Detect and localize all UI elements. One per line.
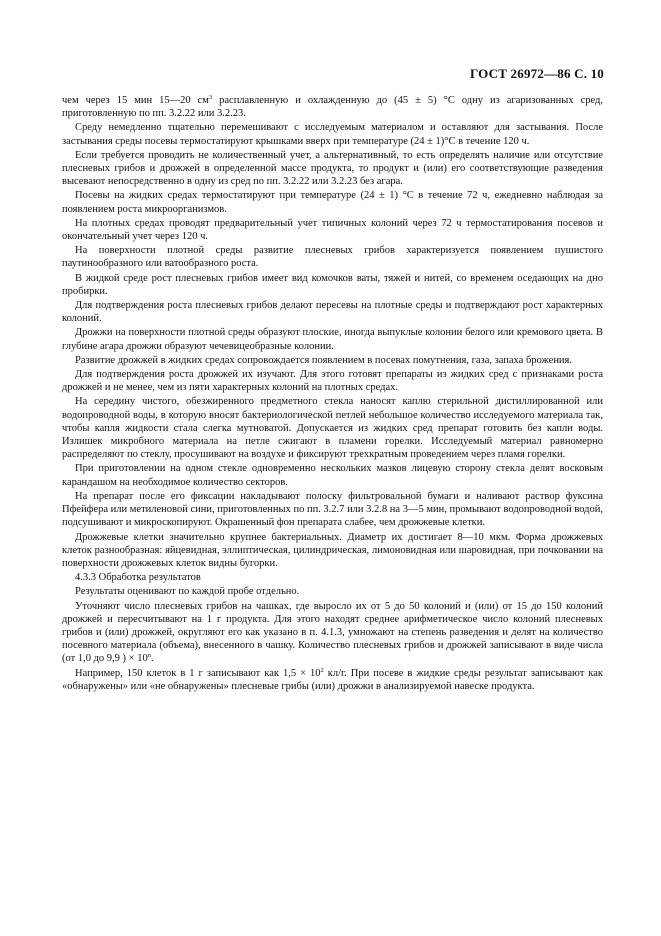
paragraph: На плотных средах проводят предварительный учет типичных колоний через 72 ч термостатирования посевов и окончательный учет через 120 ч. — [62, 217, 603, 243]
paragraph: Для подтверждения роста плесневых грибов делают пересевы на плотные среды и подтверждают рост характерных колоний. — [62, 300, 603, 325]
document-body — [62, 94, 603, 693]
paragraph: Если требуется проводить не количественный учет, а альтернативный, то есть определять наличие или отсутствие плесневых грибов и дрожжей в определенной массе продукта, то продукт и (или) его соответствующие разведения высевают непосредственно в одну из сред по пп. 3.2.22 или 3.2.23 без агара. — [62, 149, 603, 188]
paragraph: В жидкой среде рост плесневых грибов имеет вид комочков ваты, тяжей и нитей, со временем оседающих на дно пробирки. — [62, 272, 603, 297]
section-heading: 4.3.3 Обработка результатов — [75, 572, 201, 584]
paragraph: Развитие дрожжей в жидких средах сопровождается появлением в посевах помутнения, газа, запаха брожения. — [75, 354, 573, 366]
paragraph: При приготовлении на одном стекле одновременно нескольких мазков лицевую сторону стекла делят восковым карандашом на необходимое количество секторов. — [62, 463, 603, 488]
paragraph: Среду немедленно тщательно перемешивают с исследуемым материалом и оставляют для застывания. После застывания среды посевы термостатируют крышками вверх при температуре (24 ± 1)°С в течение 120 ч. — [62, 122, 603, 147]
paragraph: На поверхности плотной среды развитие плесневых грибов характеризуется появлением пушистого паутинообразного или ватообразного роста. — [62, 245, 603, 270]
paragraph: На середину чистого, обезжиренного предметного стекла наносят каплю стерильной дистиллированной или водопроводной воды, в которую вносят бактериологической петлей небольшое количество исследуемого материала так, чтобы капля жидкости стала слегка мутноватой. Допускается из жидких сред препарат готовить без капли воды. Излишек микробного материала на петле сжигают в пламени горелки. Исследуемый материал равномерно распределяют по стеклу, просушивают на воздухе и фиксируют трехкратным проведением через пламя горелки. — [62, 396, 603, 461]
page-header: ГОСТ 26972—86 С. 10 — [470, 66, 604, 81]
paragraph: Посевы на жидких средах термостатируют при температуре (24 ± 1) °С в течение 72 ч, ежедневно наблюдая за появлением роста микроорганизмов. — [62, 190, 603, 215]
paragraph: Дрожжевые клетки значительно крупнее бактериальных. Диаметр их достигает 8—10 мкм. Форма дрожжевых клеток разнообразная: яйцевидная, эллиптическая, цилиндрическая, лимоновидная или шаровидная, при почковании на поверхности дрожжевых клеток видны бугорки. — [62, 531, 603, 569]
paragraph: Например, 150 клеток в 1 г записывают как $1,5 \times 10^2$ кл/г. При посеве в жидкие среды результат записывают как «обнаружены» или «не обнаружены» плесневые грибы (или) дрожжи в анализируемой навеске продукта. — [62, 666, 603, 692]
paragraph: чем через 15 мин 15—20 $см^3$ расплавленную и охлажденную до (45 ± 5) °С одну из агаризованных сред, приготовленную по пп. 3.2.22 или 3.2.23. — [62, 94, 603, 120]
paragraph: Результаты оценивают по каждой пробе отдельно. — [75, 586, 300, 598]
paragraph: Уточняют число плесневых грибов на чашках, где выросло их от 5 до 50 колоний и (или) от 15 до 150 колоний дрожжей и пересчитывают на 1 г продукта. Для этого находят среднее арифметическое число колоний плесневых грибов и (или) дрожжей, округляют его как указано в п. 4.1.3, умножают на степень разведения и делят на количество посевного материала (объема), внесенного в чашку. Количество плесневых грибов и дрожжей записывают в виде числа (от 1,0 до 9,9 ) × $10^n$. — [62, 600, 603, 665]
paragraph: Дрожжи на поверхности плотной среды образуют плоские, иногда выпуклые колонии белого или кремового цвета. В глубине агара дрожжи образуют чечевицеобразные колонии. — [62, 327, 603, 352]
paragraph: Для подтверждения роста дрожжей их изучают. Для этого готовят препараты из жидких сред с признаками роста дрожжей и не менее, чем из пяти характерных колоний на плотных средах. — [62, 369, 603, 394]
paragraph: На препарат после его фиксации накладывают полоску фильтровальной бумаги и наливают раствор фуксина Пфейфера или метиленовой сини, приготовленных по пп. 3.2.7 или 3.2.8 на 3—5 мин, промывают водопроводной водой, подсушивают и микроскопируют. Окрашенный фон препарата слабее, чем дрожжевые клетки. — [62, 490, 603, 529]
